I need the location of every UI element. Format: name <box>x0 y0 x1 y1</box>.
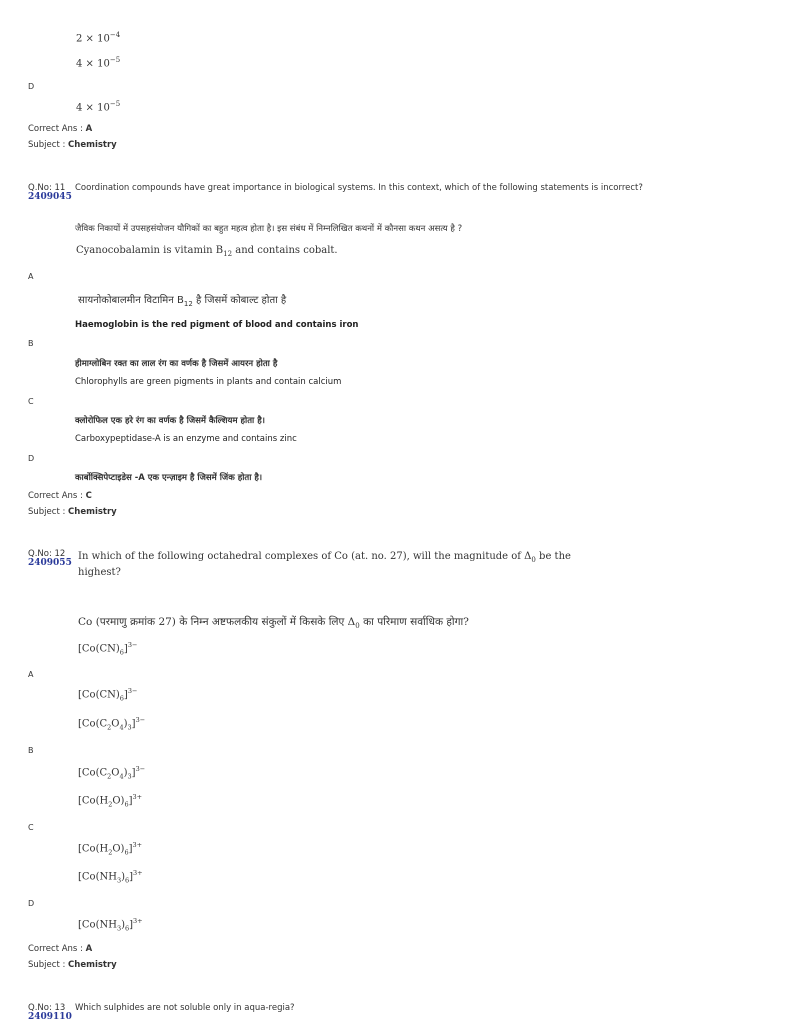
option-b-formula: $[Co(C_2O_4)_3]^{3-}$ <box>78 716 146 732</box>
option-label-d: D <box>28 454 35 463</box>
option-label-a: A <box>28 670 34 679</box>
prev-option-c-top: $2 \times 10^{-4}$ <box>76 31 121 45</box>
prev-subject: Subject : Chemistry <box>28 140 117 150</box>
question-id: 2409110 <box>28 1012 72 1022</box>
prev-option-label-d: D <box>28 82 35 91</box>
option-a-hindi: सायनोकोबालमीन विटामिन $B_{12}$ है जिसमें कोबाल्ट होता है <box>78 295 287 308</box>
option-b-formula-hindi: $[Co(C_2O_4)_3]^{3-}$ <box>78 765 146 781</box>
question-id: 2409055 <box>28 558 72 568</box>
question-text: Coordination compounds have great importance in biological systems. In this context, which of the following statements is incorrect? <box>75 183 643 193</box>
question-number: Q.No: 12 <box>28 549 66 559</box>
option-d-hindi: कार्बोक्सिपेप्टाइडेस -A एक एन्ज़ाइम है जिसमें जिंक होता है। <box>75 473 263 483</box>
option-label-c: C <box>28 397 34 406</box>
subject: Subject : Chemistry <box>28 960 117 970</box>
question-id: 2409045 <box>28 192 72 202</box>
option-d-formula: $[Co(NH_3)_6]^{3+}$ <box>78 869 143 885</box>
question-text-hindi: जैविक निकायों में उपसहसंयोजन यौगिकों का बहुत महत्व होता है। इस संबंध में निम्नलिखित कथनों में कौनसा कथन असत्य है ? <box>75 224 463 234</box>
option-label-c: C <box>28 823 34 832</box>
option-b-hindi: हीमाग्लोबिन रक्त का लाल रंग का वर्णक है जिसमें आयरन होता है <box>75 359 278 369</box>
prev-option-d: $4 \times 10^{-5}$ <box>76 100 121 114</box>
option-c-formula: $[Co(H_2O)_6]^{3+}$ <box>78 793 143 809</box>
correct-answer: Correct Ans : A <box>28 944 93 954</box>
option-label-b: B <box>28 746 34 755</box>
option-a-english: Cyanocobalamin is vitamin $B_{12}$ and contains cobalt. <box>76 245 338 258</box>
option-b-english: Haemoglobin is the red pigment of blood and contains iron <box>75 320 359 330</box>
option-label-b: B <box>28 339 34 348</box>
option-a-formula: $[Co(CN)_6]^{3-}$ <box>78 641 138 657</box>
question-text: Which sulphides are not soluble only in aqua-regia? <box>75 1003 295 1013</box>
option-label-d: D <box>28 899 35 908</box>
question-number: Q.No: 13 <box>28 1003 66 1013</box>
option-label-a: A <box>28 272 34 281</box>
question-text-line1: In which of the following octahedral complexes of Co (at. no. 27), will the magnitude of $\Delta_0$ be the <box>78 551 571 564</box>
prev-correct-answer: Correct Ans : A <box>28 124 93 134</box>
question-text-line2: highest? <box>78 567 121 578</box>
question-text-hindi: Co (परमाणु क्रमांक 27) के निम्न अष्टफलकीय संकुलों में किसके लिए $\Delta_0$ का परिमाण सर्वाधिक होगा? <box>78 616 469 631</box>
correct-answer: Correct Ans : C <box>28 491 92 501</box>
prev-option-c: $4 \times 10^{-5}$ <box>76 56 121 70</box>
option-c-formula-hindi: $[Co(H_2O)_6]^{3+}$ <box>78 841 143 857</box>
option-d-formula-hindi: $[Co(NH_3)_6]^{3+}$ <box>78 917 143 933</box>
question-number: Q.No: 11 <box>28 183 66 193</box>
option-c-english: Chlorophylls are green pigments in plants and contain calcium <box>75 377 342 387</box>
option-d-english: Carboxypeptidase-A is an enzyme and contains zinc <box>75 434 297 444</box>
subject: Subject : Chemistry <box>28 507 117 517</box>
option-a-formula-hindi: $[Co(CN)_6]^{3-}$ <box>78 687 138 703</box>
option-c-hindi: क्लोरोफिल एक हरे रंग का वर्णक है जिसमें कैल्शियम होता है। <box>75 416 265 426</box>
